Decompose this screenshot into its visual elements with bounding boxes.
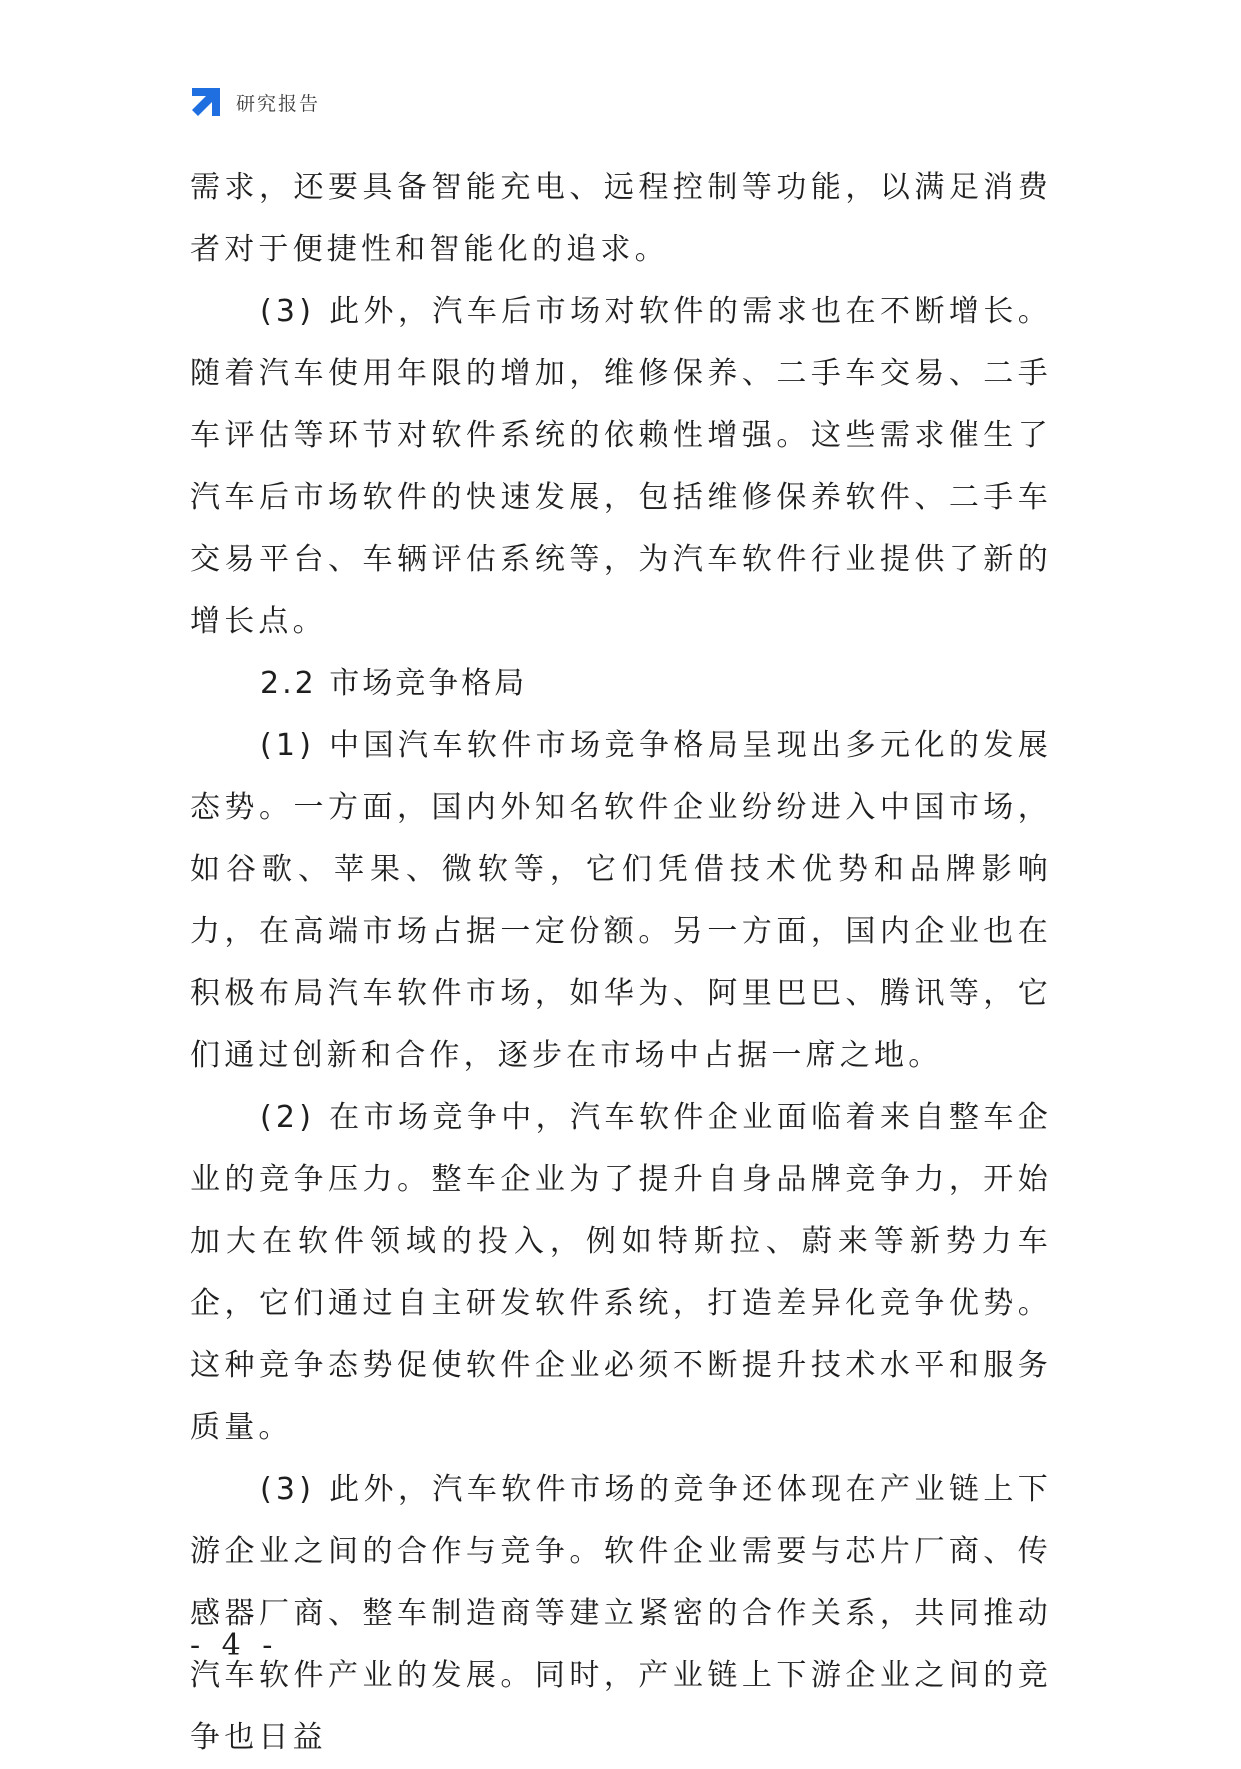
page-number: - 4 - xyxy=(190,1628,279,1663)
arrow-up-right-logo-icon xyxy=(190,86,222,118)
header-title: 研究报告 xyxy=(236,92,321,115)
page-header xyxy=(190,86,320,118)
paragraph-continued: 需求，还要具备智能充电、远程控制等功能，以满足消费者对于便捷性和智能化的追求。 xyxy=(190,170,1052,267)
paragraph-competition-2: (2) 在市场竞争中，汽车软件企业面临着来自整车企业的竞争压力。整车企业为了提升自身品牌竞争力，开始加大在软件领域的投入，例如特斯拉、蔚来等新势力车企，它们通过自主研发软件系统，打造差异化竞争优势。这种竞争态势促使软件企业必须不断提升技术水平和服务质量。 xyxy=(190,1100,1052,1445)
paragraph-aftermarket: (3) 此外，汽车后市场对软件的需求也在不断增长。随着汽车使用年限的增加，维修保养、二手车交易、二手车评估等环节对软件系统的依赖性增强。这些需求催生了汽车后市场软件的快速发展，包括维修保养软件、二手车交易平台、车辆评估系统等，为汽车软件行业提供了新的增长点。 xyxy=(190,294,1052,639)
section-heading: 2.2 市场竞争格局 xyxy=(260,666,528,701)
paragraph-competition-1: (1) 中国汽车软件市场竞争格局呈现出多元化的发展态势。一方面，国内外知名软件企业纷纷进入中国市场，如谷歌、苹果、微软等，它们凭借技术优势和品牌影响力，在高端市场占据一定份额。另一方面，国内企业也在积极布局汽车软件市场，如华为、阿里巴巴、腾讯等，它们通过创新和合作，逐步在市场中占据一席之地。 xyxy=(190,728,1052,1073)
document-body xyxy=(190,157,1052,1769)
paragraph-competition-3: (3) 此外，汽车软件市场的竞争还体现在产业链上下游企业之间的合作与竞争。软件企业需要与芯片厂商、传感器厂商、整车制造商等建立紧密的合作关系，共同推动汽车软件产业的发展。同时，产业链上下游企业之间的竞争也日益 xyxy=(190,1472,1052,1755)
